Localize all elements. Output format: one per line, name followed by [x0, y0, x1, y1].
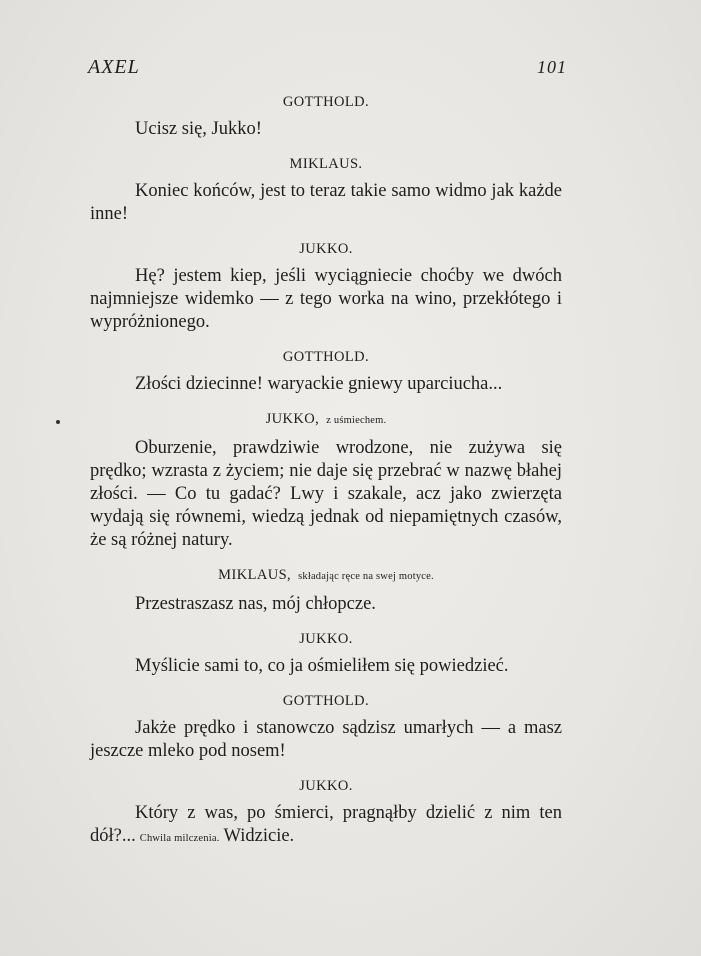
speaker-heading [90, 691, 562, 711]
speaker-name: GOTTHOLD. [282, 94, 370, 110]
speech-text: Który z was, po śmierci, pragnąłby dzielić z nim ten dół?... [90, 803, 562, 846]
speaker-name: JUKKO. [299, 241, 353, 257]
speaker-heading [90, 92, 562, 112]
speaker-name: GOTTHOLD. [282, 693, 370, 709]
running-head [88, 56, 567, 79]
running-title: AXEL [88, 56, 140, 78]
speech-line: Myślicie sami to, co ja ośmieliłem się powiedzieć. [135, 656, 509, 676]
speaker-heading [90, 154, 562, 174]
dialogue-text [90, 92, 562, 863]
speaker-heading [90, 629, 562, 649]
speaker-heading [90, 239, 562, 259]
speaker-heading [90, 565, 562, 587]
inline-stage-direction: Chwila milczenia. [139, 833, 220, 844]
speech-text-after: Widzicie. [223, 826, 295, 846]
speech-line: Przestraszasz nas, mój chłopcze. [135, 594, 376, 614]
stage-direction: składając ręce na swej motyce. [298, 571, 434, 582]
speaker-name: JUKKO, [265, 411, 320, 427]
speaker-name: MIKLAUS, [218, 567, 292, 583]
page-number: 101 [537, 57, 567, 77]
speaker-name: JUKKO. [299, 778, 353, 794]
speech-line [90, 802, 562, 850]
paper-speck [56, 420, 60, 424]
speech-line: Złości dziecinne! waryackie gniewy uparciucha... [135, 374, 503, 394]
speech-line: Hę? jestem kiep, jeśli wyciągniecie choćby we dwóch najmniejsze widemko — z tego worka na wino, przekłótego i wypróżnionego. [90, 266, 562, 332]
speaker-heading [90, 776, 562, 796]
speaker-name: JUKKO. [299, 631, 353, 647]
speaker-heading [90, 409, 562, 431]
stage-direction: z uśmiechem. [326, 415, 387, 426]
speech-line: Jakże prędko i stanowczo sądzisz umarłych — a masz jeszcze mleko pod nosem! [90, 718, 562, 761]
speech-line: Oburzenie, prawdziwie wrodzone, nie zużywa się prędko; wzrasta z życiem; nie daje się przebrać w nazwę błahej złości. — Co tu gadać? Lwy i szakale, acz jako zwierzęta wydają się równemi, wiedzą jednak od niepamiętnych czasów, że są różnej natury. [90, 438, 562, 550]
speaker-heading [90, 347, 562, 367]
speech-line: Ucisz się, Jukko! [135, 119, 262, 139]
speaker-name: GOTTHOLD. [282, 349, 370, 365]
speech-line: Koniec końców, jest to teraz takie samo widmo jak każde inne! [90, 181, 562, 224]
speaker-name: MIKLAUS. [289, 156, 363, 172]
